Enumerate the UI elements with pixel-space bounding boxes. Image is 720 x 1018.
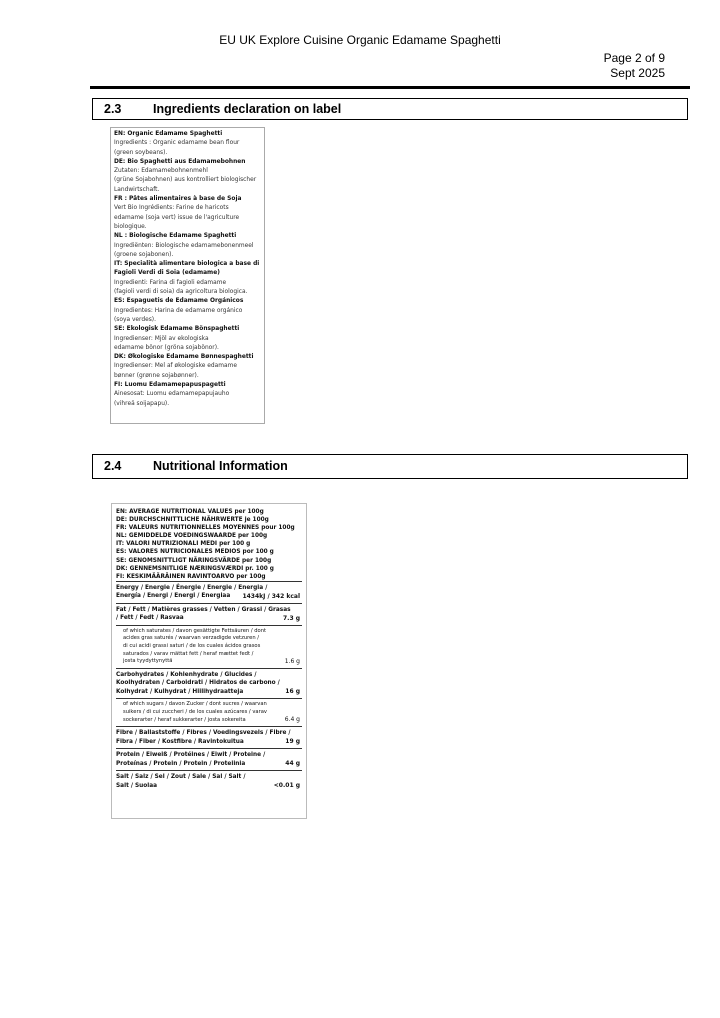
nutrient-value: 1.6 g — [284, 657, 300, 665]
nutrition-header-line: SE: GENOMSNITTLIGT NÄRINGSVÄRDE per 100g — [116, 557, 272, 564]
page-info — [604, 51, 665, 81]
ingredient-line: Ingredientes: Harina de edamame orgánico — [114, 307, 243, 314]
nutrient-value: 1434kJ / 342 kcal — [242, 592, 300, 600]
section-title: Nutritional Information — [153, 459, 288, 473]
nutrient-value: 44 g — [285, 760, 300, 768]
nutrient-label: of which saturates / davon gesättigte Fettsäuren / dont acides gras saturés / waarvan verzadigde vetzuren / di cui acidi grassi saturi / de los cuales ácidos grasos saturados / varav mättat fett / heraf mættet fedt / josta tyydyttynyttä — [123, 627, 267, 665]
ingredient-line: Ingredienser: Mel af økologiske edamame — [114, 363, 237, 370]
ingredient-line: Ingrediënten: Biologische edamamebonenmeel — [114, 242, 254, 249]
ingredient-line: ES: Espaguetis de Edamame Orgánicos — [114, 298, 244, 305]
ingredient-line: (grüne Sojabohnen) aus kontrolliert biologischer — [114, 177, 257, 184]
nutrition-row — [116, 770, 302, 792]
ingredient-line: Vert Bio Ingrédients: Farine de haricots — [114, 205, 229, 212]
document-title: EU UK Explore Cuisine Organic Edamame Spaghetti — [219, 33, 501, 47]
ingredient-line: bønner (grønne sojabønner). — [114, 372, 199, 379]
ingredient-line: FI: Luomu Edamamepapuspagetti — [114, 382, 226, 389]
ingredient-line: Ingredienti: Farina di fagioli edamame — [114, 279, 227, 286]
ingredients-label-image — [110, 127, 265, 424]
nutrient-label: of which sugars / davon Zucker / dont sucres / waarvan suikers / di cui zuccheri / de los cuales azúcares / varav sockerarter / heraf sukkerarter / josta sokereita — [123, 701, 267, 723]
ingredient-line: FR : Pâtes alimentaires à base de Soja — [114, 196, 242, 203]
header-rule — [90, 86, 690, 89]
nutrition-row — [116, 698, 302, 726]
ingredient-line: Ingredienser: Mjöl av ekologiska — [114, 335, 209, 342]
section-number: 2.4 — [104, 459, 122, 473]
nutrient-value: 16 g — [285, 688, 300, 696]
nutrient-label: Energy / Energie / Énergie / Energie / Energia / Energía / Energi / Energi / Energiaa — [116, 584, 268, 600]
nutrient-value: 6.4 g — [284, 716, 300, 724]
ingredient-line: Landwirtschaft. — [114, 186, 160, 193]
document-date: Sept 2025 — [610, 66, 665, 80]
ingredient-line: (vihreä soijapapu). — [114, 400, 170, 407]
section-title: Ingredients declaration on label — [153, 102, 342, 116]
nutrition-row — [116, 625, 302, 668]
ingredient-line: SE: Ekologisk Edamame Bönspaghetti — [114, 326, 240, 333]
nutrient-value: <0.01 g — [273, 782, 300, 790]
ingredient-line: DE: Bio Spaghetti aus Edamamebohnen — [114, 158, 246, 165]
nutrition-header-line: IT: VALORI NUTRIZIONALI MEDI per 100 g — [116, 541, 251, 548]
ingredient-line: (soya verdes). — [114, 316, 156, 323]
ingredient-line: Fagioli Verdi di Soia (edamame) — [114, 270, 220, 277]
nutrition-header-line: FI: KESKIMÄÄRÄINEN RAVINTOARVO per 100g — [116, 573, 266, 580]
nutrition-row — [116, 668, 302, 699]
ingredient-line: NL : Biologische Edamame Spaghetti — [114, 233, 237, 240]
ingredient-line: DK: Økologiske Edamame Bønnespaghetti — [114, 354, 254, 361]
nutrient-label: Carbohydrates / Kohlenhydrate / Glucides / Koolhydraten / Carboidrati / Hidratos de carbono / Kolhydrat / Kulhydrat / Hiilihydraatteja — [116, 671, 280, 695]
section-number: 2.3 — [104, 102, 122, 116]
ingredient-line: edamame (soja vert) issue de l'agriculture — [114, 214, 240, 221]
nutrition-header-line: FR: VALEURS NUTRITIONNELLES MOYENNES pour 100g — [116, 525, 295, 532]
nutrient-value: 19 g — [285, 738, 300, 746]
ingredient-line: (groene sojabonen). — [114, 251, 174, 258]
section-heading-nutrition — [92, 454, 688, 479]
nutrition-header-line: DK: GENNEMSNITLIGE NÆRINGSVÆRDI pr. 100 g — [116, 565, 274, 572]
section-heading-ingredients — [92, 98, 688, 120]
nutrient-label: Fibre / Ballaststoffe / Fibres / Voedingsvezels / Fibre / Fibra / Fiber / Kostfibre / Ravintokuitua — [116, 730, 291, 745]
ingredient-line: Zutaten: Edamamebohnenmehl — [114, 168, 208, 175]
ingredient-line: IT: Specialità alimentare biologica a base di — [114, 261, 260, 268]
ingredient-line: EN: Organic Edamame Spaghetti — [114, 131, 223, 137]
nutrition-header-line: DE: DURCHSCHNITTLICHE NÄHRWERTE je 100g — [116, 517, 269, 524]
ingredient-line: Ainesosat: Luomu edamamepapujauho — [114, 391, 230, 398]
nutrition-label-image — [111, 503, 307, 819]
nutrition-header-line: ES: VALORES NUTRICIONALES MEDIOS por 100 g — [116, 549, 274, 556]
nutrient-label: Protein / Eiweiß / Protéines / Eiwit / Proteine / Proteínas / Protein / Protein / Proteiinia — [116, 752, 266, 767]
ingredient-line: (fagioli verdi di soia) da agricoltura biologica. — [114, 289, 248, 296]
nutrient-label: Salt / Salz / Sel / Zout / Sale / Sal / Salt / Salt / Suolaa — [116, 774, 246, 789]
ingredient-line: edamame bönor (gröna sojabönor). — [114, 344, 219, 351]
ingredient-line: (green soybeans). — [114, 149, 168, 156]
nutrition-row — [116, 603, 302, 625]
nutrition-row — [116, 581, 302, 603]
page-number: Page 2 of 9 — [603, 51, 665, 65]
nutrition-header-line: EN: AVERAGE NUTRITIONAL VALUES per 100g — [116, 509, 264, 515]
nutrition-header-line: NL: GEMIDDELDE VOEDINGSWAARDE per 100g — [116, 533, 268, 540]
nutrition-header — [116, 508, 302, 581]
ingredient-line: biologique. — [114, 223, 147, 230]
ingredient-line: Ingredients : Organic edamame bean flour — [114, 140, 240, 147]
nutrient-value: 7.3 g — [282, 614, 300, 622]
nutrition-row — [116, 748, 302, 770]
nutrient-label: Fat / Fett / Matières grasses / Vetten / Grassi / Grasas / Fett / Fedt / Rasvaa — [116, 606, 291, 622]
nutrition-row — [116, 726, 302, 748]
